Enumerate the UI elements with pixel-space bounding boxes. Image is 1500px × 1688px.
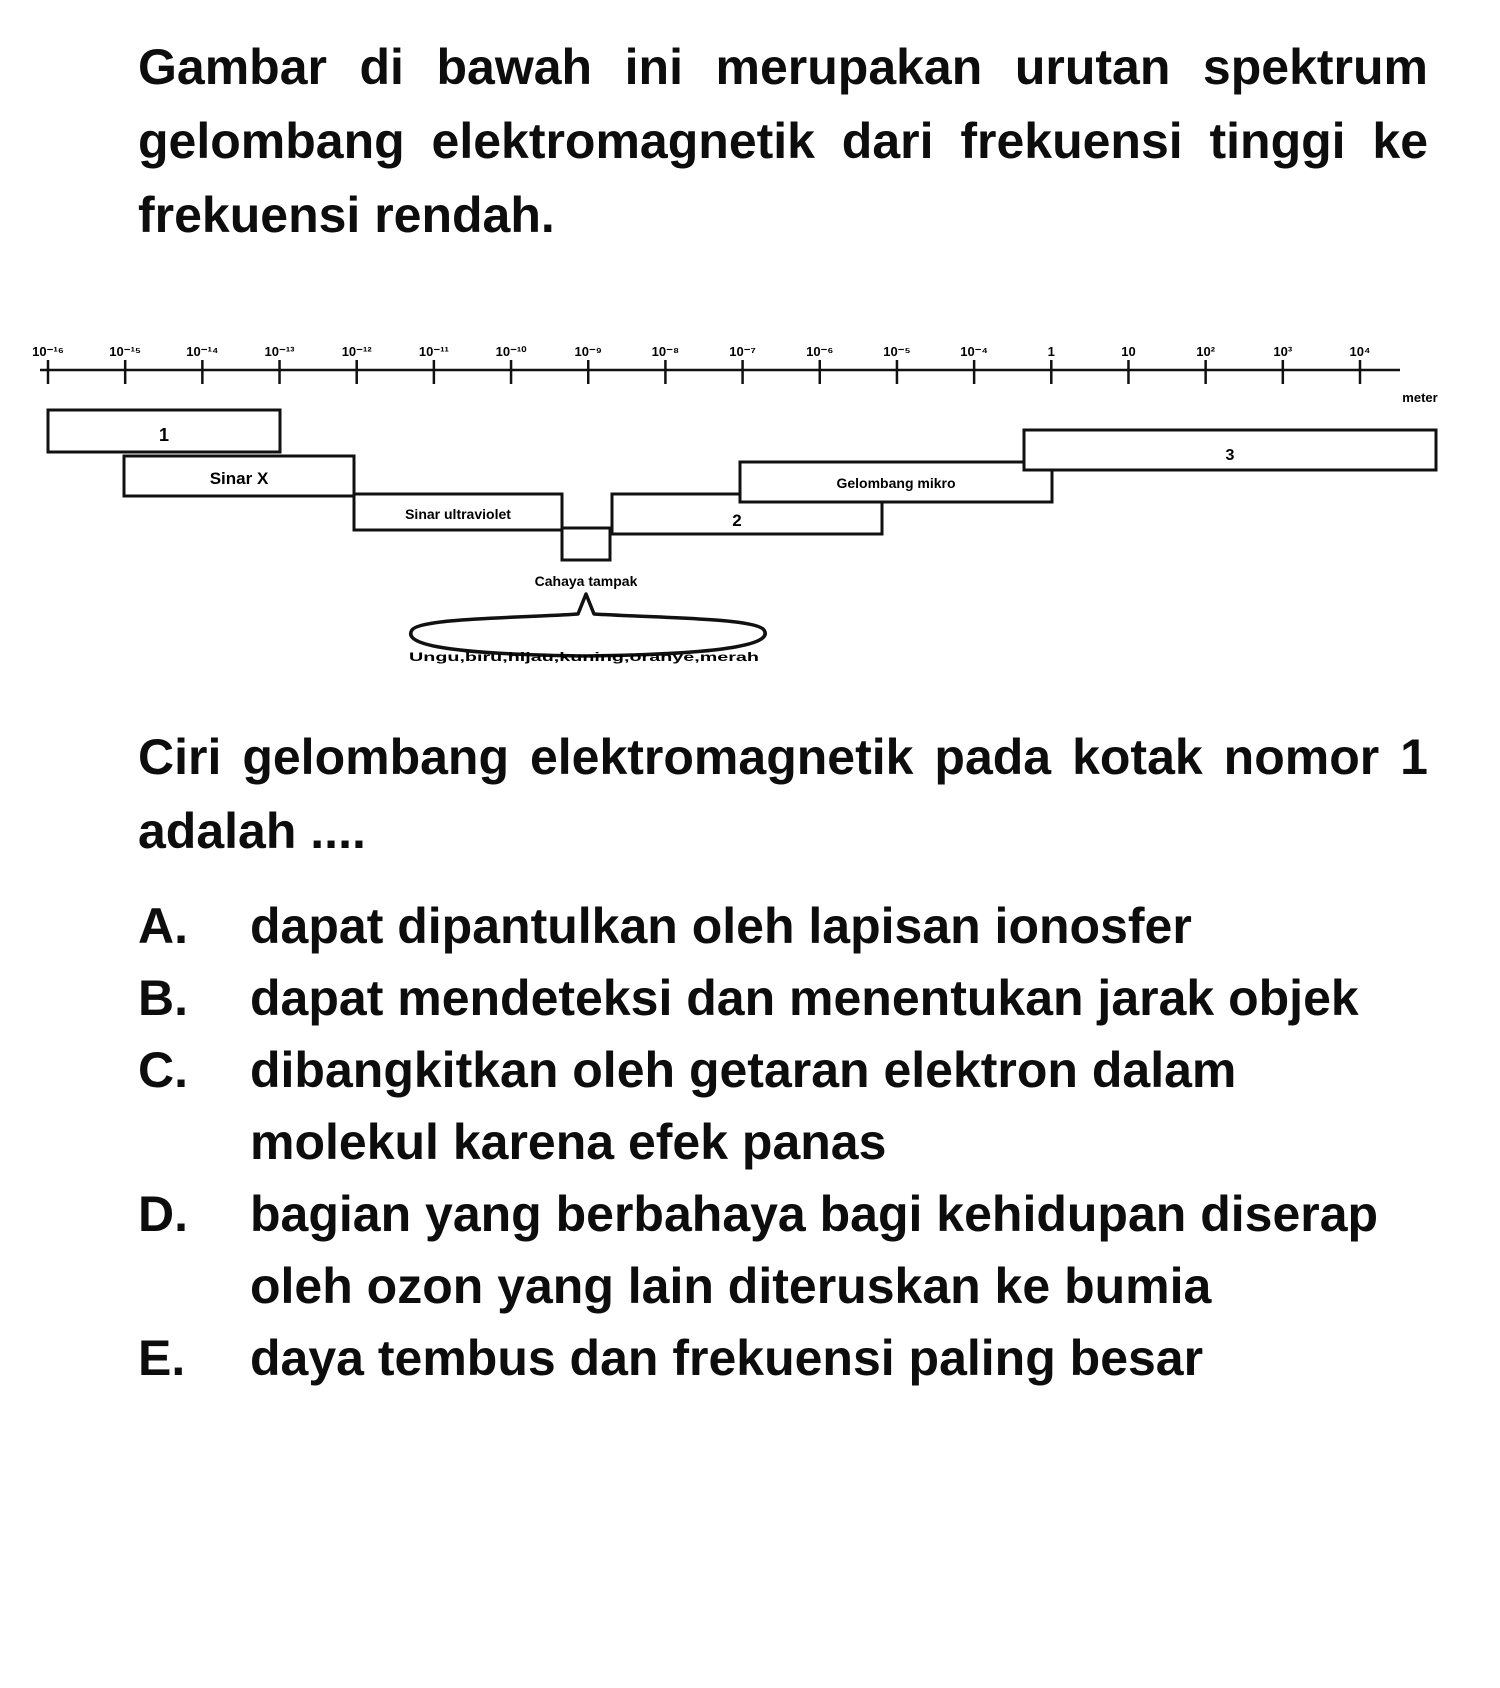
tick-label: 10⁻⁴ [960, 344, 989, 359]
option-text: bagian yang berbahaya bagi kehidupan diserap oleh ozon yang lain diteruskan ke bumia [250, 1186, 1379, 1314]
tick-label: 10⁻⁷ [729, 344, 756, 359]
box-microwave [740, 462, 1052, 502]
tick-label: 10⁻¹¹ [418, 344, 449, 359]
tick-label: 10⁻⁵ [883, 344, 911, 359]
tick-label: 10⁻¹³ [264, 344, 295, 359]
question-text: Ciri gelombang elektromagnetik pada kotak nomor 1 adalah .... [138, 729, 1428, 859]
tick-group [32, 344, 1370, 384]
answer-options [138, 890, 1428, 1394]
box-3-label: 3 [1225, 447, 1235, 464]
box-xray [124, 456, 354, 496]
box-1-label: 1 [158, 425, 170, 445]
box-1 [48, 410, 280, 452]
visible-brace [411, 594, 765, 656]
box-2-label: 2 [732, 511, 742, 530]
tick-label: 1 [1047, 344, 1055, 359]
tick-label: 10⁻¹⁰ [495, 344, 527, 359]
tick-label: 10² [1196, 344, 1216, 359]
em-spectrum-diagram [0, 0, 1500, 720]
box-ultraviolet [354, 494, 562, 530]
option-letter: A. [138, 898, 188, 954]
tick-label: 10⁴ [1349, 344, 1371, 359]
option-b[interactable] [138, 962, 1428, 1034]
option-letter: B. [138, 970, 188, 1026]
option-d[interactable] [138, 1178, 1428, 1322]
tick-label: 10⁻¹² [341, 344, 372, 359]
intro-text: Gambar di bawah ini merupakan urutan spektrum gelombang elektromagnetik dari frekuensi tinggi ke frekuensi rendah. [138, 39, 1428, 243]
tick-label: 10⁻⁶ [806, 344, 834, 359]
unit-label: meter [1402, 390, 1438, 405]
option-e[interactable] [138, 1322, 1428, 1394]
microwave-label: Gelombang mikro [836, 475, 956, 491]
tick-label: 10 [1121, 344, 1136, 359]
option-letter: C. [138, 1042, 188, 1098]
option-c[interactable] [138, 1034, 1428, 1178]
box-visible [562, 528, 610, 560]
option-text: daya tembus dan frekuensi paling besar [250, 1330, 1204, 1386]
option-text: dapat dipantulkan oleh lapisan ionosfer [250, 898, 1192, 954]
visible-colors-label: Ungu,biru,hijau,kuning,oranye,merah [409, 650, 759, 664]
tick-label: 10⁻¹⁴ [186, 344, 219, 359]
option-text: dapat mendeteksi dan menentukan jarak objek [250, 970, 1359, 1026]
option-letter: E. [138, 1330, 186, 1386]
tick-label: 10⁻¹⁵ [109, 344, 142, 359]
tick-label: 10³ [1273, 344, 1293, 359]
option-text: dibangkitkan oleh getaran elektron dalam molekul karena efek panas [250, 1042, 1237, 1170]
xray-label: Sinar X [209, 469, 269, 488]
tick-label: 10⁻¹⁶ [32, 344, 64, 359]
tick-label: 10⁻⁸ [651, 344, 680, 359]
tick-label: 10⁻⁹ [574, 344, 602, 359]
option-a[interactable] [138, 890, 1428, 962]
box-3 [1024, 430, 1436, 470]
visible-light-label: Cahaya tampak [534, 573, 638, 589]
option-letter: D. [138, 1186, 188, 1242]
ultraviolet-label: Sinar ultraviolet [405, 506, 511, 522]
